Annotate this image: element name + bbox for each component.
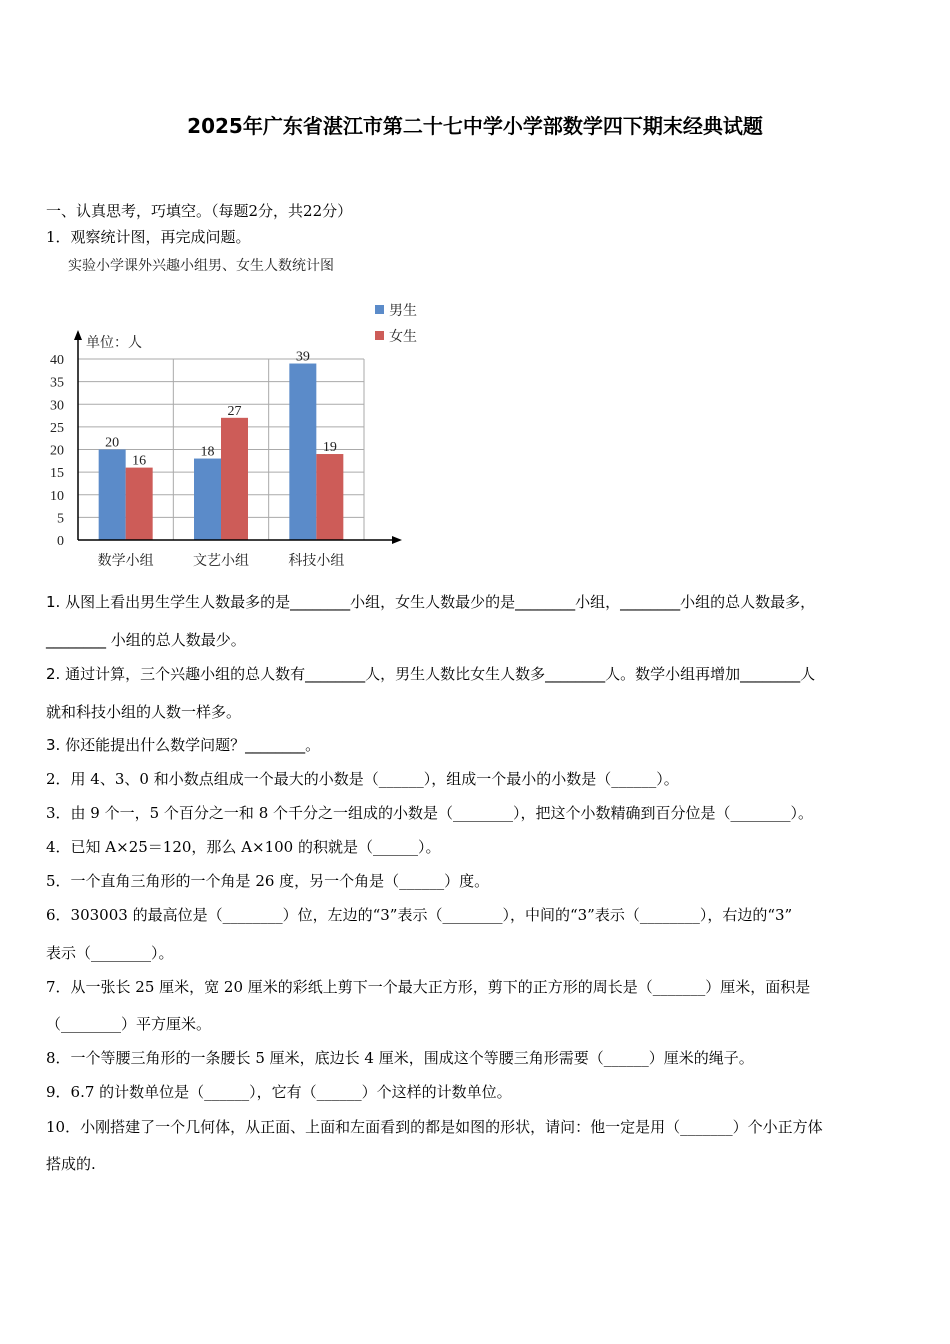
data-label: 39 xyxy=(295,349,310,365)
data-label: 18 xyxy=(200,444,215,460)
question-line: 7．从一张长 25 厘米，宽 20 厘米的彩纸上剪下一个最大正方形，剪下的正方形的周长是（_______）厘米，面积是 xyxy=(46,978,811,996)
question-line: 9．6.7 的计数单位是（______），它有（______）个这样的计数单位。 xyxy=(46,1083,512,1101)
question-line: 5．一个直角三角形的一个角是 26 度，另一个角是（______）度。 xyxy=(46,872,490,890)
question-line: 2．用 4、3、0 和小数点组成一个最大的小数是（______），组成一个最小的小数是（______）。 xyxy=(46,770,679,788)
data-label: 20 xyxy=(105,435,120,451)
bar-boys xyxy=(194,459,221,540)
question-line: ________ 小组的总人数最少。 xyxy=(46,631,246,649)
y-tick-label: 15 xyxy=(50,466,64,482)
bar-chart xyxy=(40,290,420,580)
legend-label: 女生 xyxy=(389,329,417,345)
data-label: 16 xyxy=(132,453,147,469)
y-tick-label: 30 xyxy=(50,398,64,414)
y-tick-label: 0 xyxy=(57,534,64,549)
y-axis-unit: 单位：人 xyxy=(86,335,142,351)
legend-swatch xyxy=(375,331,384,340)
y-tick-label: 20 xyxy=(50,443,64,459)
question-line: 搭成的. xyxy=(46,1155,96,1173)
question-line: 1. 从图上看出男生学生人数最多的是________小组，女生人数最少的是________小组，________小组的总人数最多， xyxy=(46,593,816,611)
question-line: 4．已知 A×25＝120，那么 A×100 的积就是（______）。 xyxy=(46,838,441,856)
y-tick-label: 40 xyxy=(50,353,64,368)
data-label: 27 xyxy=(227,403,242,419)
question-line: （________）平方厘米。 xyxy=(46,1015,212,1033)
x-axis-arrow-icon xyxy=(392,536,402,544)
bar-girls xyxy=(126,468,153,540)
bar-girls xyxy=(221,418,248,540)
question-line: 8．一个等腰三角形的一条腰长 5 厘米，底边长 4 厘米，围成这个等腰三角形需要（______）厘米的绳子。 xyxy=(46,1049,754,1067)
y-tick-label: 10 xyxy=(50,488,64,504)
y-tick-label: 25 xyxy=(50,420,64,436)
question-line: 3．由 9 个一，5 个百分之一和 8 个千分之一组成的小数是（________），把这个小数精确到百分位是（________）。 xyxy=(46,804,814,822)
bar-boys xyxy=(99,450,126,541)
y-tick-label: 5 xyxy=(57,511,64,527)
x-tick-label: 科技小组 xyxy=(288,553,345,569)
legend-label: 男生 xyxy=(389,303,417,319)
section-heading: 一、认真思考，巧填空。（每题2分，共22分） xyxy=(46,202,353,220)
question-1-intro: 1．观察统计图，再完成问题。 xyxy=(46,228,251,246)
question-line: 3. 你还能提出什么数学问题？________。 xyxy=(46,736,321,754)
x-tick-label: 数学小组 xyxy=(97,553,154,569)
bar-girls xyxy=(316,454,343,540)
y-tick-label: 35 xyxy=(50,375,64,391)
bar-boys xyxy=(289,364,316,540)
chart-title: 实验小学课外兴趣小组男、女生人数统计图 xyxy=(68,258,334,274)
question-line: 6．303003 的最高位是（________）位，左边的“3”表示（________），中间的“3”表示（________），右边的“3” xyxy=(46,906,793,924)
question-line: 就和科技小组的人数一样多。 xyxy=(46,703,242,721)
data-label: 19 xyxy=(322,440,337,456)
x-tick-label: 文艺小组 xyxy=(193,553,249,569)
legend-swatch xyxy=(375,305,384,314)
page-title: 2025年广东省湛江市第二十七中学小学部数学四下期末经典试题 xyxy=(187,114,763,138)
question-line: 2. 通过计算，三个兴趣小组的总人数有________人，男生人数比女生人数多________人。数学小组再增加________人 xyxy=(46,665,816,683)
question-line: 表示（________）。 xyxy=(46,944,174,962)
y-axis-arrow-icon xyxy=(74,330,82,340)
question-line: 10．小刚搭建了一个几何体，从正面、上面和左面看到的都是如图的形状，请问：他一定是用（_______）个小正方体 xyxy=(46,1118,823,1136)
